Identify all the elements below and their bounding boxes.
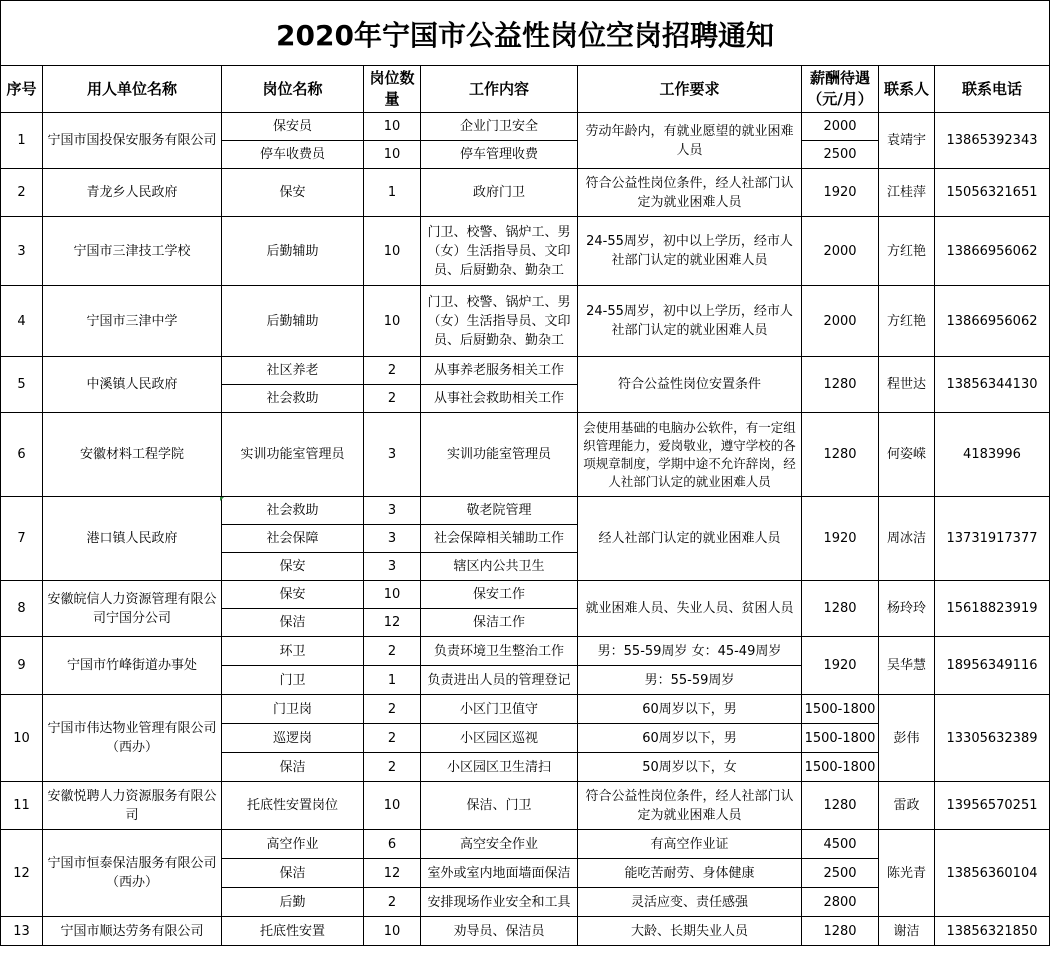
requirement-cell: 24-55周岁，初中以上学历，经市人社部门认定的就业困难人员 (578, 217, 802, 286)
requirement-cell: 经人社部门认定的就业困难人员 (578, 497, 802, 581)
count-cell: 6 (364, 830, 421, 859)
pay-cell: 2500 (802, 141, 879, 169)
requirement-cell: 就业困难人员、失业人员、贫困人员 (578, 581, 802, 637)
phone-cell: 18956349116 (935, 637, 1050, 695)
count-cell: 10 (364, 782, 421, 830)
seq-cell: 6 (1, 413, 43, 497)
requirement-cell: 男：55-59周岁 (578, 666, 802, 695)
seq-cell: 5 (1, 357, 43, 413)
requirement-cell: 符合公益性岗位条件，经人社部门认定为就业困难人员 (578, 782, 802, 830)
content-cell: 企业门卫安全 (421, 113, 578, 141)
header-row (1, 66, 1050, 113)
count-cell: 3 (364, 553, 421, 581)
content-cell: 停车管理收费 (421, 141, 578, 169)
requirement-cell: 大龄、长期失业人员 (578, 917, 802, 946)
unit-cell: 中溪镇人民政府 (43, 357, 222, 413)
count-cell: 10 (364, 286, 421, 357)
post-cell: 保安员 (222, 113, 364, 141)
post-cell: 后勤辅助 (222, 217, 364, 286)
phone-cell: 13731917377 (935, 497, 1050, 581)
table-row (1, 695, 1050, 724)
count-cell: 2 (364, 385, 421, 413)
content-cell: 小区门卫值守 (421, 695, 578, 724)
requirement-cell: 符合公益性岗位安置条件 (578, 357, 802, 413)
post-cell: 巡逻岗 (222, 724, 364, 753)
count-cell: 10 (364, 113, 421, 141)
unit-cell: 宁国市顺达劳务有限公司 (43, 917, 222, 946)
phone-cell: 15618823919 (935, 581, 1050, 637)
unit-cell: 港口镇人民政府 (43, 497, 222, 581)
phone-cell: 13866956062 (935, 286, 1050, 357)
post-cell: 门卫 (222, 666, 364, 695)
pay-cell: 2000 (802, 217, 879, 286)
unit-cell: 青龙乡人民政府 (43, 169, 222, 217)
unit-cell: 宁国市竹峰街道办事处 (43, 637, 222, 695)
phone-cell: 13856344130 (935, 357, 1050, 413)
requirement-cell: 男：55-59周岁 女：45-49周岁 (578, 637, 802, 666)
contact-cell: 程世达 (879, 357, 935, 413)
post-cell: 保安 (222, 553, 364, 581)
post-cell: 托底性安置岗位 (222, 782, 364, 830)
seq-cell: 11 (1, 782, 43, 830)
phone-cell: 13856360104 (935, 830, 1050, 917)
post-cell: 保洁 (222, 609, 364, 637)
content-cell: 从事社会救助相关工作 (421, 385, 578, 413)
phone-cell: 13866956062 (935, 217, 1050, 286)
count-cell: 1 (364, 169, 421, 217)
seq-cell: 13 (1, 917, 43, 946)
unit-cell: 宁国市三津技工学校 (43, 217, 222, 286)
count-cell: 2 (364, 888, 421, 917)
pay-cell: 1920 (802, 169, 879, 217)
page-title: 2020年宁国市公益性岗位空岗招聘通知 (0, 0, 1050, 66)
requirement-cell: 有高空作业证 (578, 830, 802, 859)
count-cell: 12 (364, 859, 421, 888)
unit-cell: 安徽皖信人力资源管理有限公司宁国分公司 (43, 581, 222, 637)
pay-cell: 1280 (802, 917, 879, 946)
count-cell: 2 (364, 695, 421, 724)
seq-cell: 1 (1, 113, 43, 169)
cell-comment-marker (220, 497, 224, 501)
count-cell: 2 (364, 637, 421, 666)
pay-cell: 2000 (802, 113, 879, 141)
contact-cell: 陈光青 (879, 830, 935, 917)
content-cell: 室外或室内地面墙面保洁 (421, 859, 578, 888)
contact-cell: 谢洁 (879, 917, 935, 946)
pay-cell: 4500 (802, 830, 879, 859)
content-cell: 门卫、校警、锅炉工、男（女）生活指导员、文印员、后厨勤杂、勤杂工 (421, 217, 578, 286)
unit-cell: 宁国市恒泰保洁服务有限公司（西办） (43, 830, 222, 917)
post-cell: 实训功能室管理员 (222, 413, 364, 497)
content-cell: 政府门卫 (421, 169, 578, 217)
header-pay: 薪酬待遇（元/月） (802, 66, 879, 113)
table-row (1, 782, 1050, 830)
table-row (1, 413, 1050, 497)
contact-cell: 方红艳 (879, 217, 935, 286)
phone-cell: 13305632389 (935, 695, 1050, 782)
count-cell: 2 (364, 724, 421, 753)
header-contact: 联系人 (879, 66, 935, 113)
phone-cell: 13865392343 (935, 113, 1050, 169)
post-cell: 后勤 (222, 888, 364, 917)
pay-cell: 1920 (802, 497, 879, 581)
table-row (1, 113, 1050, 141)
seq-cell: 2 (1, 169, 43, 217)
post-cell: 保洁 (222, 753, 364, 782)
seq-cell: 3 (1, 217, 43, 286)
requirement-cell: 劳动年龄内，有就业愿望的就业困难人员 (578, 113, 802, 169)
content-cell: 小区园区巡视 (421, 724, 578, 753)
post-cell: 社区养老 (222, 357, 364, 385)
contact-cell: 雷政 (879, 782, 935, 830)
table-row (1, 169, 1050, 217)
content-cell: 门卫、校警、锅炉工、男（女）生活指导员、文印员、后厨勤杂、勤杂工 (421, 286, 578, 357)
contact-cell: 吴华慧 (879, 637, 935, 695)
contact-cell: 周冰洁 (879, 497, 935, 581)
content-cell: 高空安全作业 (421, 830, 578, 859)
post-cell: 保安 (222, 581, 364, 609)
table-row (1, 286, 1050, 357)
post-cell: 门卫岗 (222, 695, 364, 724)
pay-cell: 2500 (802, 859, 879, 888)
post-cell: 社会救助 (222, 385, 364, 413)
requirement-cell: 60周岁以下，男 (578, 695, 802, 724)
pay-cell: 2000 (802, 286, 879, 357)
pay-cell: 1280 (802, 357, 879, 413)
requirement-cell: 24-55周岁，初中以上学历，经市人社部门认定的就业困难人员 (578, 286, 802, 357)
post-cell: 停车收费员 (222, 141, 364, 169)
count-cell: 10 (364, 581, 421, 609)
unit-cell: 安徽材料工程学院 (43, 413, 222, 497)
pay-cell: 1500-1800 (802, 753, 879, 782)
header-unit: 用人单位名称 (43, 66, 222, 113)
pay-cell: 1920 (802, 637, 879, 695)
count-cell: 3 (364, 413, 421, 497)
pay-cell: 1280 (802, 782, 879, 830)
post-cell: 社会保障 (222, 525, 364, 553)
count-cell: 3 (364, 497, 421, 525)
seq-cell: 4 (1, 286, 43, 357)
post-cell: 社会救助 (222, 497, 364, 525)
count-cell: 2 (364, 753, 421, 782)
count-cell: 2 (364, 357, 421, 385)
unit-cell: 宁国市伟达物业管理有限公司（西办） (43, 695, 222, 782)
table-row (1, 217, 1050, 286)
count-cell: 12 (364, 609, 421, 637)
unit-cell: 宁国市国投保安服务有限公司 (43, 113, 222, 169)
unit-cell: 宁国市三津中学 (43, 286, 222, 357)
contact-cell: 彭伟 (879, 695, 935, 782)
header-phone: 联系电话 (935, 66, 1050, 113)
contact-cell: 何姿嵘 (879, 413, 935, 497)
content-cell: 社会保障相关辅助工作 (421, 525, 578, 553)
count-cell: 1 (364, 666, 421, 695)
post-cell: 托底性安置 (222, 917, 364, 946)
count-cell: 10 (364, 917, 421, 946)
requirement-cell: 60周岁以下，男 (578, 724, 802, 753)
content-cell: 小区园区卫生清扫 (421, 753, 578, 782)
table-row (1, 637, 1050, 666)
content-cell: 保洁、门卫 (421, 782, 578, 830)
content-cell: 辖区内公共卫生 (421, 553, 578, 581)
post-cell: 保洁 (222, 859, 364, 888)
content-cell: 安排现场作业安全和工具 (421, 888, 578, 917)
requirement-cell: 能吃苦耐劳、身体健康 (578, 859, 802, 888)
seq-cell: 12 (1, 830, 43, 917)
table-row (1, 497, 1050, 525)
header-post: 岗位名称 (222, 66, 364, 113)
requirement-cell: 会使用基础的电脑办公软件，有一定组织管理能力，爱岗敬业，遵守学校的各项规章制度，学期中途不允许辞岗，经人社部门认定的就业困难人员 (578, 413, 802, 497)
contact-cell: 杨玲玲 (879, 581, 935, 637)
contact-cell: 江桂萍 (879, 169, 935, 217)
requirement-cell: 符合公益性岗位条件，经人社部门认定为就业困难人员 (578, 169, 802, 217)
content-cell: 实训功能室管理员 (421, 413, 578, 497)
content-cell: 保安工作 (421, 581, 578, 609)
contact-cell: 方红艳 (879, 286, 935, 357)
phone-cell: 13956570251 (935, 782, 1050, 830)
pay-cell: 2800 (802, 888, 879, 917)
table-row (1, 357, 1050, 385)
content-cell: 保洁工作 (421, 609, 578, 637)
seq-cell: 7 (1, 497, 43, 581)
pay-cell: 1500-1800 (802, 724, 879, 753)
post-cell: 保安 (222, 169, 364, 217)
seq-cell: 10 (1, 695, 43, 782)
phone-cell: 15056321651 (935, 169, 1050, 217)
contact-cell: 袁靖宇 (879, 113, 935, 169)
pay-cell: 1500-1800 (802, 695, 879, 724)
header-content: 工作内容 (421, 66, 578, 113)
post-cell: 高空作业 (222, 830, 364, 859)
seq-cell: 8 (1, 581, 43, 637)
post-cell: 环卫 (222, 637, 364, 666)
count-cell: 10 (364, 217, 421, 286)
header-seq: 序号 (1, 66, 43, 113)
content-cell: 负责进出人员的管理登记 (421, 666, 578, 695)
requirement-cell: 灵活应变、责任感强 (578, 888, 802, 917)
pay-cell: 1280 (802, 581, 879, 637)
pay-cell: 1280 (802, 413, 879, 497)
content-cell: 敬老院管理 (421, 497, 578, 525)
content-cell: 从事养老服务相关工作 (421, 357, 578, 385)
phone-cell: 4183996 (935, 413, 1050, 497)
header-requirement: 工作要求 (578, 66, 802, 113)
content-cell: 负责环境卫生整治工作 (421, 637, 578, 666)
count-cell: 10 (364, 141, 421, 169)
post-cell: 后勤辅助 (222, 286, 364, 357)
table-row (1, 830, 1050, 859)
content-cell: 劝导员、保洁员 (421, 917, 578, 946)
requirement-cell: 50周岁以下，女 (578, 753, 802, 782)
header-count: 岗位数量 (364, 66, 421, 113)
unit-cell: 安徽悦聘人力资源服务有限公司 (43, 782, 222, 830)
recruitment-table (0, 65, 1050, 946)
table-row (1, 581, 1050, 609)
phone-cell: 13856321850 (935, 917, 1050, 946)
count-cell: 3 (364, 525, 421, 553)
table-row (1, 917, 1050, 946)
seq-cell: 9 (1, 637, 43, 695)
